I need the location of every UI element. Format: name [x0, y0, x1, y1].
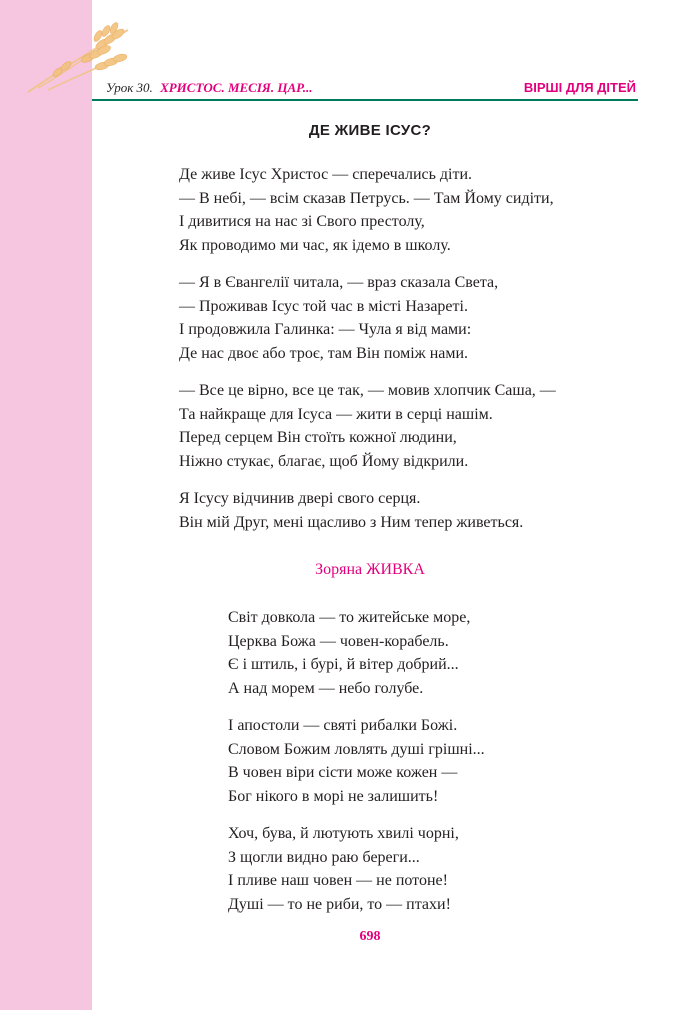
page-number: 698 [359, 929, 381, 944]
poem-line: Словом Божим ловлять душі грішні... [228, 740, 485, 758]
side-margin-band [0, 0, 92, 1010]
poem-line: Перед серцем Він стоїть кожної людини, [179, 429, 457, 447]
lesson-topic: ХРИСТОС. МЕСІЯ. ЦАР... [160, 80, 313, 95]
poem-line: — Проживав Ісус той час в місті Назареті. [179, 297, 468, 315]
poem-line: І продовжила Галинка: — Чула я від мами: [179, 321, 472, 339]
poem-line: Він мій Друг, мені щасливо з Ним тепер живеться. [179, 513, 524, 531]
poem-title: ДЕ ЖИВЕ ІСУС? [308, 122, 432, 139]
poem1-stanza-1 [179, 163, 554, 258]
poem-line: Церква Божа — човен-корабель. [228, 632, 449, 650]
header-divider [92, 99, 638, 101]
poem-line: І дивитися на нас зі Свого престолу, [179, 213, 425, 231]
poem2-stanza-2 [228, 714, 485, 809]
poem1-stanza-3 [179, 379, 556, 474]
lesson-number: Урок 30. [106, 80, 153, 95]
poem-line: Ніжно стукає, благає, щоб Йому відкрили. [179, 453, 469, 471]
poem-author: Зоряна ЖИВКА [315, 561, 425, 578]
poem-line: Я Ісусу відчинив двері свого серця. [179, 490, 421, 507]
poem-line: — В небі, — всім сказав Петрусь. — Там Йому сидіти, [179, 189, 554, 207]
poem-line: Душі — то не риби, то — птахи! [228, 896, 451, 914]
lesson-heading [106, 80, 313, 96]
poem-line: В човен віри сісти може кожен — [228, 764, 458, 782]
poem-line: Світ довкола — то житейське море, [228, 609, 471, 626]
poem-line: Бог нікого в морі не залишить! [228, 788, 439, 806]
poem-line: Де нас двоє або троє, там Він поміж нами. [179, 345, 469, 363]
poem-line: Та найкраще для Ісуса — жити в серці нашім. [179, 405, 493, 423]
poem-line: А над морем — небо голубе. [228, 680, 424, 698]
poem-line: Хоч, бува, й лютують хвилі чорні, [228, 825, 459, 842]
poem-line: Як проводимо ми час, як ідемо в школу. [179, 237, 451, 255]
poem1-stanza-2 [179, 271, 498, 366]
poem-line: Є і штиль, і бурі, й вітер добрий... [228, 656, 459, 674]
poem-line: І пливе наш човен — не потоне! [228, 872, 448, 890]
poem-line: З щогли видно раю береги... [228, 848, 420, 866]
poem-line: — Все це вірно, все це так, — мовив хлопчик Саша, — [179, 382, 556, 399]
poem-line: І апостоли — святі рибалки Божі. [228, 717, 458, 734]
poem2-stanza-3 [228, 822, 459, 917]
poem-line: Де живе Ісус Христос — сперечались діти. [179, 166, 473, 183]
poem2-stanza-1 [228, 606, 470, 701]
running-header [106, 80, 636, 100]
poem1-stanza-4 [179, 487, 523, 534]
section-name: ВІРШІ ДЛЯ ДІТЕЙ [523, 80, 636, 95]
poem-line: — Я в Євангелії читала, — враз сказала Света, [179, 274, 499, 291]
